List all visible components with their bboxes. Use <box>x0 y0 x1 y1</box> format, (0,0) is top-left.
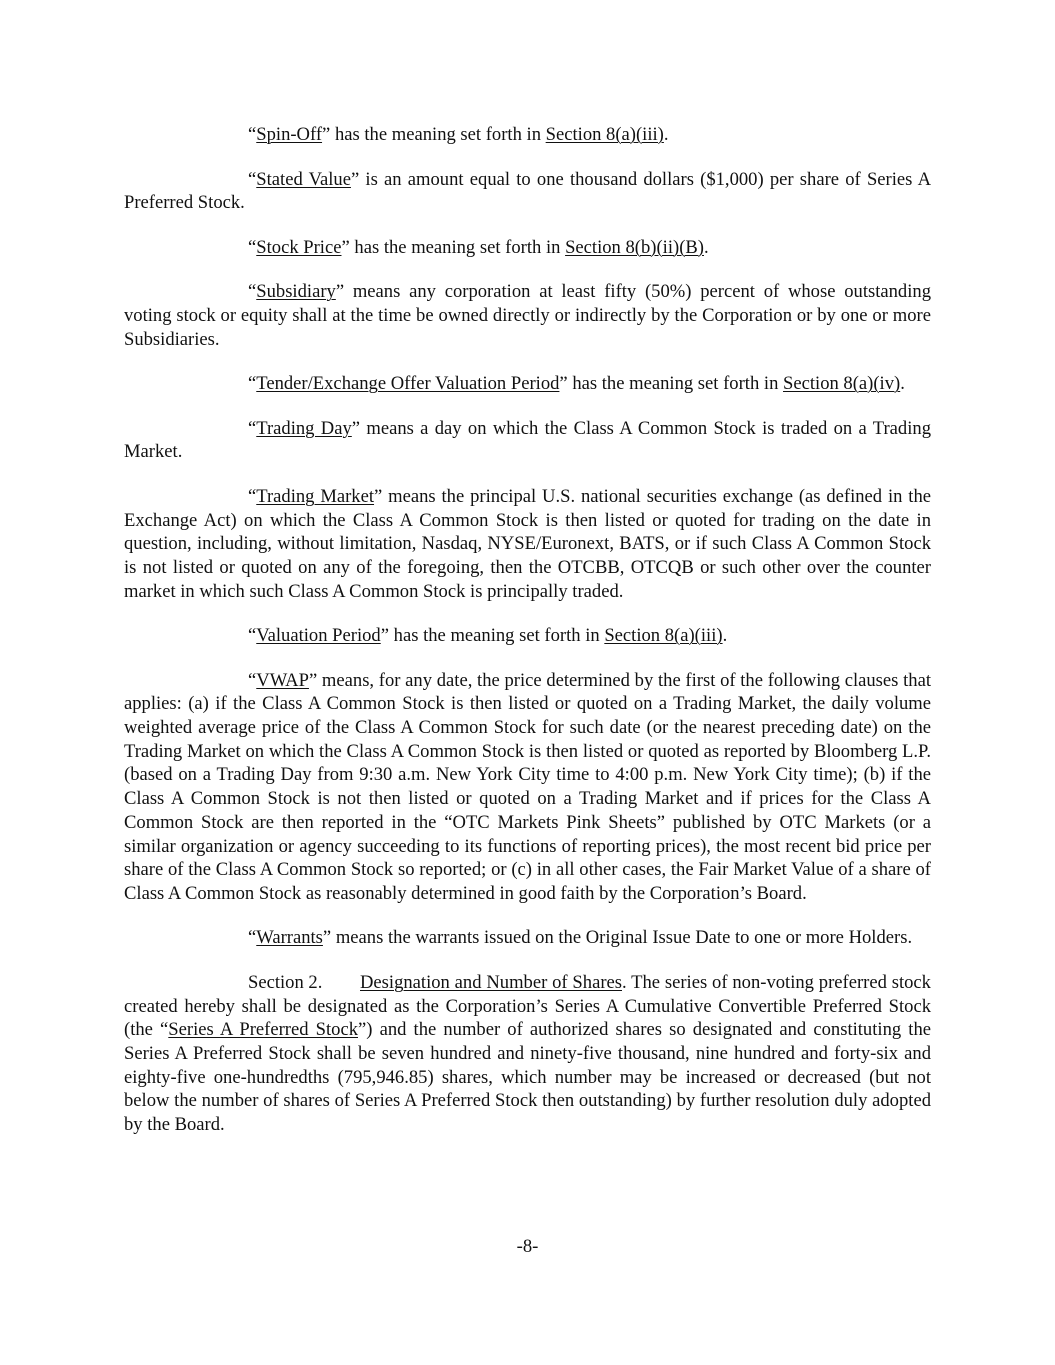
section-reference: Section 8(a)(iii) <box>545 124 664 145</box>
close-quote: ” <box>351 417 361 439</box>
definition-trading-day <box>124 417 931 464</box>
open-quote: “ <box>248 168 257 190</box>
defined-term: Spin-Off <box>256 124 323 145</box>
close-quote: ” <box>308 669 318 691</box>
open-quote: “ <box>248 485 257 507</box>
section-text: The series of non-voting preferred stock created hereby shall be designated as the Corporation’s Series A Cumulative Convertible Preferred Stock (the “ <box>124 971 931 1041</box>
definition-subsidiary <box>124 280 931 351</box>
definition-stock-price <box>124 236 931 260</box>
section-2-paragraph <box>124 971 931 1137</box>
close-quote: ” <box>380 625 389 647</box>
definition-text: has the meaning set forth in <box>330 124 546 145</box>
definition-text: means any corporation at least fifty (50%) percent of whose outstanding voting stock or equity shall at the time be owned directly or indirectly by the Corporation or by one or more Subsidiaries. <box>124 281 931 350</box>
definition-stated-value <box>124 168 931 215</box>
defined-term: Stated Value <box>256 168 351 190</box>
defined-term: VWAP <box>256 669 309 691</box>
definition-text-end: . <box>703 236 709 258</box>
open-quote: “ <box>248 281 257 303</box>
open-quote: “ <box>248 669 257 691</box>
definition-text-end: . <box>722 625 728 647</box>
defined-term: Valuation Period <box>256 625 381 647</box>
open-quote: “ <box>248 124 257 145</box>
defined-term: Trading Day <box>256 417 352 439</box>
open-quote: “ <box>248 373 257 395</box>
definition-text: has the meaning set forth in <box>389 625 605 647</box>
defined-term: Subsidiary <box>256 281 336 303</box>
definition-text-end: . <box>663 124 669 145</box>
open-quote: “ <box>248 625 257 647</box>
page-number: -8- <box>516 1236 539 1257</box>
definition-text: has the meaning set forth in <box>567 373 784 395</box>
definition-text: means, for any date, the price determined by the first of the following clauses that applies: (a) if the Class A Common Stock is then listed or quoted on a Trading Market, the daily volume weighted average price of the Class A Common Stock for such date (or the nearest preceding date) on the Trading Market on which the Class A Common Stock is then listed or quoted as reported by Bloomberg L.P. (based on a Trading Day from 9:30 a.m. New York City time to 4:00 p.m. New York City time); (b) if the Class A Common Stock is not then listed or quoted on a Trading Market and if prices for the Class A Common Stock are then reported in the “OTC Markets Pink Sheets” published by OTC Markets (or a similar organization or agency succeeding to its functions of reporting prices), the most recent bid price per share of the Class A Common Stock so reported; or (c) in all other cases, the Fair Market Value of a share of Class A Common Stock as reasonably determined in good faith by the Corporation’s Board. <box>124 669 931 904</box>
definition-trading-market <box>124 485 931 604</box>
section-reference: Section 8(a)(iii) <box>604 625 723 647</box>
defined-term: Stock Price <box>256 236 342 258</box>
document-page <box>124 123 931 1158</box>
definition-vwap <box>124 669 931 906</box>
section-number: Section 2. <box>248 971 323 993</box>
open-quote: “ <box>248 236 257 258</box>
definition-text: is an amount equal to one thousand dollars ($1,000) per share of Series A Preferred Stock. <box>124 168 931 214</box>
section-reference: Section 8(b)(ii)(B) <box>565 236 704 258</box>
definition-tender-exchange-offer-valuation-period <box>124 372 931 396</box>
definition-spin-off <box>124 123 931 147</box>
defined-term: Tender/Exchange Offer Valuation Period <box>256 373 560 395</box>
open-quote: “ <box>248 417 257 439</box>
definition-text: means the warrants issued on the Original Issue Date to one or more Holders. <box>331 927 913 949</box>
section-text-end: ”) and the number of authorized shares so designated and constituting the Series A Preferred Stock shall be seven hundred and ninety-five thousand, nine hundred and forty-six and eighty-five one-hundredths (795,946.85) shares, which number may be increased or decreased (but not below the number of shares of Series A Preferred Stock then outstanding) by further resolution duly adopted by the Board. <box>124 1019 931 1136</box>
definition-warrants <box>124 926 931 950</box>
close-quote: ” <box>322 927 332 949</box>
definition-valuation-period <box>124 624 931 648</box>
section-heading: Designation and Number of Shares <box>360 971 622 993</box>
definition-text: means the principal U.S. national securities exchange (as defined in the Exchange Act) on which the Class A Common Stock is then listed or quoted for trading on the date in question, including, without limitation, Nasdaq, NYSE/Euronext, BATS, or if such Class A Common Stock is not listed or quoted on any of the foregoing, then the OTCBB, OTCQB or such other over the counter market in which such Class A Common Stock is principally traded. <box>124 485 931 602</box>
close-quote: ” <box>335 281 345 303</box>
close-quote: ” <box>341 236 350 258</box>
section-heading-period: . <box>622 971 627 993</box>
definition-text-end: . <box>900 373 905 395</box>
defined-term: Warrants <box>256 927 323 949</box>
section-reference: Section 8(a)(iv) <box>783 373 901 395</box>
close-quote: ” <box>350 168 360 190</box>
defined-term: Trading Market <box>256 485 375 507</box>
definition-text: has the meaning set forth in <box>349 236 566 258</box>
definition-text: means a day on which the Class A Common Stock is traded on a Trading Market. <box>124 417 931 463</box>
close-quote: ” <box>559 373 568 395</box>
close-quote: ” <box>374 485 383 507</box>
close-quote: ” <box>322 124 331 145</box>
open-quote: “ <box>248 927 257 949</box>
defined-term: Series A Preferred Stock <box>168 1019 358 1041</box>
